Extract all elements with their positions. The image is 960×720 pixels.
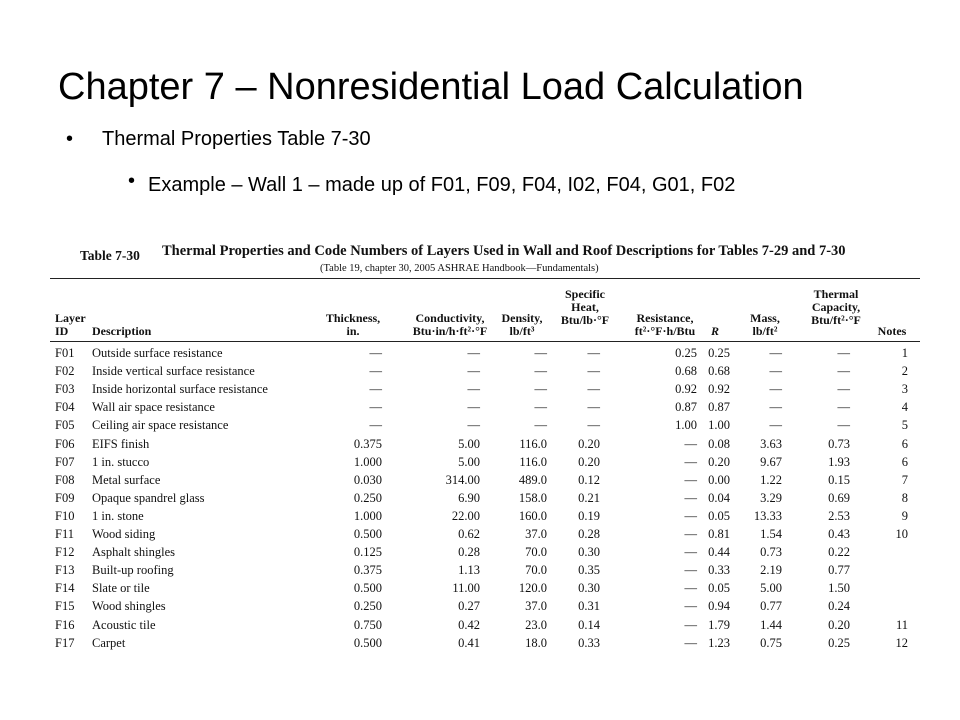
cell-conductivity: — xyxy=(467,400,480,415)
cell-conductivity: 0.41 xyxy=(458,635,480,650)
cell-description: Inside vertical surface resistance xyxy=(92,364,255,379)
cell-thickness: — xyxy=(369,346,382,360)
cell-r: 0.81 xyxy=(708,527,730,541)
cell-thermal-capacity: 0.43 xyxy=(828,527,850,541)
cell-density: — xyxy=(534,346,547,360)
cell-notes: 6 xyxy=(901,436,908,451)
cell-mass: 3.29 xyxy=(760,490,782,505)
table-row xyxy=(50,509,920,527)
cell-specific-heat: 0.20 xyxy=(578,436,600,451)
cell-thickness: 0.750 xyxy=(353,617,382,632)
cell-mass: 1.22 xyxy=(760,472,782,487)
cell-specific-heat: 0.31 xyxy=(578,599,600,614)
cell-conductivity: 314.00 xyxy=(445,472,480,487)
cell-mass: — xyxy=(769,346,782,360)
cell-resistance: — xyxy=(684,490,697,505)
cell-layer-id: F12 xyxy=(55,545,75,560)
cell-density: 116.0 xyxy=(519,436,547,451)
cell-density: 23.0 xyxy=(525,617,547,632)
cell-mass: — xyxy=(769,418,782,433)
cell-description: 1 in. stucco xyxy=(92,454,150,469)
cell-thermal-capacity: 2.53 xyxy=(828,508,850,523)
cell-specific-heat: — xyxy=(587,346,600,360)
cell-mass: 0.77 xyxy=(760,599,782,614)
cell-specific-heat: 0.19 xyxy=(578,508,600,523)
cell-thickness: — xyxy=(369,418,382,433)
cell-resistance: — xyxy=(684,527,697,541)
cell-density: — xyxy=(534,400,547,415)
cell-thermal-capacity: — xyxy=(837,382,850,397)
cell-notes: 12 xyxy=(895,635,908,650)
cell-density: — xyxy=(534,364,547,379)
cell-r: 0.08 xyxy=(708,436,730,451)
cell-layer-id: F17 xyxy=(55,635,75,650)
table-row xyxy=(50,527,920,545)
cell-layer-id: F05 xyxy=(55,418,75,433)
cell-conductivity: 1.13 xyxy=(458,563,480,578)
cell-density: 158.0 xyxy=(518,490,547,505)
cell-notes: 1 xyxy=(901,346,908,360)
table-row xyxy=(50,545,920,563)
cell-resistance: — xyxy=(684,545,697,560)
cell-thermal-capacity: 1.93 xyxy=(828,454,850,469)
cell-density: 18.0 xyxy=(525,635,547,650)
cell-density: 489.0 xyxy=(518,472,547,487)
cell-specific-heat: 0.28 xyxy=(578,527,600,541)
header-r: R xyxy=(710,324,719,338)
cell-mass: — xyxy=(769,364,782,379)
cell-resistance: 0.92 xyxy=(675,382,697,397)
cell-thickness: 0.500 xyxy=(353,581,382,596)
cell-description: Wood shingles xyxy=(92,599,166,614)
cell-conductivity: 22.00 xyxy=(451,508,480,523)
cell-description: Built-up roofing xyxy=(92,563,174,578)
cell-resistance: — xyxy=(684,454,697,469)
cell-specific-heat: — xyxy=(587,400,600,415)
cell-r: 0.20 xyxy=(708,454,730,469)
header-description: Description xyxy=(92,324,152,338)
cell-conductivity: — xyxy=(467,364,480,379)
cell-resistance: 1.00 xyxy=(675,418,697,433)
cell-layer-id: F02 xyxy=(55,364,75,379)
cell-description: Asphalt shingles xyxy=(92,545,175,560)
cell-thermal-capacity: 0.25 xyxy=(828,635,850,650)
table-row xyxy=(50,636,920,654)
cell-conductivity: 11.00 xyxy=(452,581,480,596)
table-subtitle: (Table 19, chapter 30, 2005 ASHRAE Handbook—Fundamentals) xyxy=(320,263,599,274)
cell-mass: 13.33 xyxy=(753,508,782,523)
header-resistance: Resistance, ft²·°F·h/Btu xyxy=(634,311,696,338)
cell-conductivity: 0.27 xyxy=(458,599,480,614)
table-row xyxy=(50,437,920,455)
cell-layer-id: F07 xyxy=(55,454,75,469)
cell-description: Inside horizontal surface resistance xyxy=(92,382,268,397)
cell-density: 37.0 xyxy=(525,527,547,541)
cell-description: Acoustic tile xyxy=(92,617,156,632)
cell-specific-heat: — xyxy=(587,382,600,397)
cell-layer-id: F06 xyxy=(55,436,75,451)
cell-notes: 4 xyxy=(901,400,908,415)
cell-conductivity: 6.90 xyxy=(458,490,480,505)
cell-layer-id: F15 xyxy=(55,599,75,614)
cell-r: 0.00 xyxy=(708,472,730,487)
header-conductivity: Conductivity, Btu·in/h·ft²·°F xyxy=(412,311,488,338)
cell-thickness: — xyxy=(369,400,382,415)
table-row xyxy=(50,599,920,617)
cell-r: 0.68 xyxy=(708,364,730,379)
cell-layer-id: F14 xyxy=(55,581,75,596)
cell-layer-id: F11 xyxy=(55,527,74,541)
table-top-rule xyxy=(50,278,920,279)
cell-specific-heat: — xyxy=(587,418,600,433)
cell-notes: 3 xyxy=(901,382,908,397)
cell-description: Wood siding xyxy=(92,527,156,541)
cell-resistance: — xyxy=(684,436,697,451)
cell-r: 0.05 xyxy=(708,581,730,596)
cell-thickness: — xyxy=(369,382,382,397)
cell-density: — xyxy=(534,418,547,433)
table-row xyxy=(50,563,920,581)
cell-specific-heat: 0.20 xyxy=(578,454,600,469)
cell-mass: 3.63 xyxy=(760,436,782,451)
cell-thickness: 0.375 xyxy=(353,563,382,578)
cell-conductivity: 5.00 xyxy=(458,436,480,451)
cell-mass: 9.67 xyxy=(760,454,782,469)
header-density: Density, lb/ft³ xyxy=(501,311,543,338)
cell-layer-id: F09 xyxy=(55,490,75,505)
table-row xyxy=(50,473,920,491)
cell-notes: 11 xyxy=(895,617,908,632)
cell-conductivity: — xyxy=(467,418,480,433)
cell-density: 70.0 xyxy=(525,563,547,578)
cell-mass: 1.54 xyxy=(760,527,782,541)
cell-thermal-capacity: — xyxy=(837,400,850,415)
cell-resistance: 0.68 xyxy=(675,364,697,379)
cell-mass: 0.73 xyxy=(760,545,782,560)
header-thickness: Thickness, in. xyxy=(325,311,381,338)
cell-conductivity: — xyxy=(467,346,480,360)
cell-specific-heat: 0.33 xyxy=(578,635,600,650)
cell-r: 1.79 xyxy=(708,617,730,632)
cell-resistance: — xyxy=(684,581,697,596)
cell-mass: 0.75 xyxy=(760,635,782,650)
cell-description: Metal surface xyxy=(92,472,161,487)
cell-conductivity: 0.42 xyxy=(458,617,480,632)
table-row xyxy=(50,455,920,473)
cell-density: 120.0 xyxy=(518,581,547,596)
table-row xyxy=(50,346,920,364)
cell-thermal-capacity: 0.69 xyxy=(828,490,850,505)
cell-layer-id: F10 xyxy=(55,508,75,523)
header-notes: Notes xyxy=(877,324,907,338)
cell-resistance: — xyxy=(684,472,697,487)
table-title: Thermal Properties and Code Numbers of Layers Used in Wall and Roof Descriptions for Tables 7-29 and 7-30 xyxy=(162,243,846,259)
cell-thickness: 0.250 xyxy=(353,599,382,614)
cell-specific-heat: — xyxy=(587,364,600,379)
cell-resistance: — xyxy=(684,599,697,614)
header-specific-heat: Specific Heat, Btu/lb·°F xyxy=(560,287,610,327)
cell-notes: 5 xyxy=(901,418,908,433)
cell-mass: — xyxy=(769,382,782,397)
slide-title: Chapter 7 – Nonresidential Load Calculation xyxy=(58,66,804,108)
cell-conductivity: 0.62 xyxy=(458,527,480,541)
cell-mass: — xyxy=(769,400,782,415)
cell-description: Outside surface resistance xyxy=(92,346,223,360)
scanned-table-image xyxy=(50,238,920,668)
cell-specific-heat: 0.14 xyxy=(578,617,600,632)
cell-mass: 1.44 xyxy=(760,617,782,632)
cell-description: Wall air space resistance xyxy=(92,400,215,415)
table-row xyxy=(50,418,920,436)
cell-density: 116.0 xyxy=(519,454,547,469)
cell-notes: 8 xyxy=(901,490,908,505)
cell-layer-id: F01 xyxy=(55,346,75,360)
cell-thermal-capacity: — xyxy=(837,364,850,379)
cell-thermal-capacity: 0.77 xyxy=(828,563,850,578)
cell-r: 0.92 xyxy=(708,382,730,397)
cell-conductivity: 5.00 xyxy=(458,454,480,469)
cell-notes: 6 xyxy=(901,454,908,469)
cell-notes: 2 xyxy=(901,364,908,379)
cell-description: EIFS finish xyxy=(92,436,150,451)
cell-mass: 2.19 xyxy=(760,563,782,578)
cell-thermal-capacity: — xyxy=(837,418,850,433)
cell-notes: 9 xyxy=(901,508,908,523)
cell-resistance: — xyxy=(684,508,697,523)
table-row xyxy=(50,400,920,418)
cell-thermal-capacity: 0.15 xyxy=(828,472,850,487)
cell-specific-heat: 0.35 xyxy=(578,563,600,578)
cell-resistance: 0.87 xyxy=(675,400,697,415)
cell-description: Opaque spandrel glass xyxy=(92,490,205,505)
cell-notes: 10 xyxy=(895,527,908,541)
cell-resistance: — xyxy=(684,617,697,632)
table-number: Table 7-30 xyxy=(80,248,140,263)
cell-resistance: 0.25 xyxy=(675,346,697,360)
cell-density: 37.0 xyxy=(525,599,547,614)
cell-r: 0.33 xyxy=(708,563,730,578)
cell-thermal-capacity: 1.50 xyxy=(828,581,850,596)
header-layer-id: Layer ID xyxy=(55,311,86,338)
cell-conductivity: 0.28 xyxy=(458,545,480,560)
cell-r: 0.94 xyxy=(708,599,730,614)
cell-thermal-capacity: 0.20 xyxy=(828,617,850,632)
cell-r: 0.87 xyxy=(708,400,730,415)
cell-thermal-capacity: — xyxy=(837,346,850,360)
cell-description: 1 in. stone xyxy=(92,508,144,523)
cell-thickness: 0.500 xyxy=(353,635,382,650)
table-row xyxy=(50,618,920,636)
cell-r: 1.23 xyxy=(708,635,730,650)
cell-specific-heat: 0.30 xyxy=(578,581,600,596)
bullet-marker: • xyxy=(128,170,136,192)
header-thermal-capacity: Thermal Capacity, Btu/ft²·°F xyxy=(811,287,861,327)
bullet-marker: • xyxy=(66,128,74,150)
cell-thickness: 0.030 xyxy=(353,472,382,487)
cell-thickness: 0.500 xyxy=(353,527,382,541)
cell-layer-id: F04 xyxy=(55,400,75,415)
cell-r: 0.04 xyxy=(708,490,730,505)
cell-density: 70.0 xyxy=(525,545,547,560)
cell-specific-heat: 0.30 xyxy=(578,545,600,560)
cell-resistance: — xyxy=(684,635,697,650)
cell-description: Ceiling air space resistance xyxy=(92,418,229,433)
cell-thickness: — xyxy=(369,364,382,379)
table-header-rule xyxy=(50,341,920,342)
cell-specific-heat: 0.12 xyxy=(578,472,600,487)
cell-density: — xyxy=(534,382,547,397)
cell-r: 0.05 xyxy=(708,508,730,523)
cell-layer-id: F03 xyxy=(55,382,75,397)
bullet-text: Example – Wall 1 – made up of F01, F09, F04, I02, F04, G01, F02 xyxy=(148,174,736,196)
cell-thickness: 1.000 xyxy=(353,454,382,469)
cell-description: Slate or tile xyxy=(92,581,150,596)
cell-r: 1.00 xyxy=(708,418,730,433)
cell-thickness: 0.125 xyxy=(353,545,382,560)
cell-layer-id: F13 xyxy=(55,563,75,578)
cell-r: 0.44 xyxy=(708,545,730,560)
table-row xyxy=(50,491,920,509)
cell-thermal-capacity: 0.73 xyxy=(828,436,850,451)
bullet-text: Thermal Properties Table 7-30 xyxy=(102,128,371,150)
cell-thermal-capacity: 0.22 xyxy=(828,545,850,560)
cell-layer-id: F08 xyxy=(55,472,75,487)
cell-r: 0.25 xyxy=(708,346,730,360)
cell-thermal-capacity: 0.24 xyxy=(828,599,850,614)
cell-density: 160.0 xyxy=(518,508,547,523)
cell-conductivity: — xyxy=(467,382,480,397)
cell-notes: 7 xyxy=(901,472,908,487)
table-row xyxy=(50,382,920,400)
table-row xyxy=(50,581,920,599)
cell-mass: 5.00 xyxy=(760,581,782,596)
cell-thickness: 0.250 xyxy=(353,490,382,505)
header-mass: Mass, lb/ft² xyxy=(750,311,780,338)
cell-description: Carpet xyxy=(92,635,126,650)
cell-layer-id: F16 xyxy=(55,617,75,632)
cell-thickness: 0.375 xyxy=(353,436,382,451)
table-row xyxy=(50,364,920,382)
cell-resistance: — xyxy=(684,563,697,578)
cell-specific-heat: 0.21 xyxy=(578,490,600,505)
cell-thickness: 1.000 xyxy=(353,508,382,523)
